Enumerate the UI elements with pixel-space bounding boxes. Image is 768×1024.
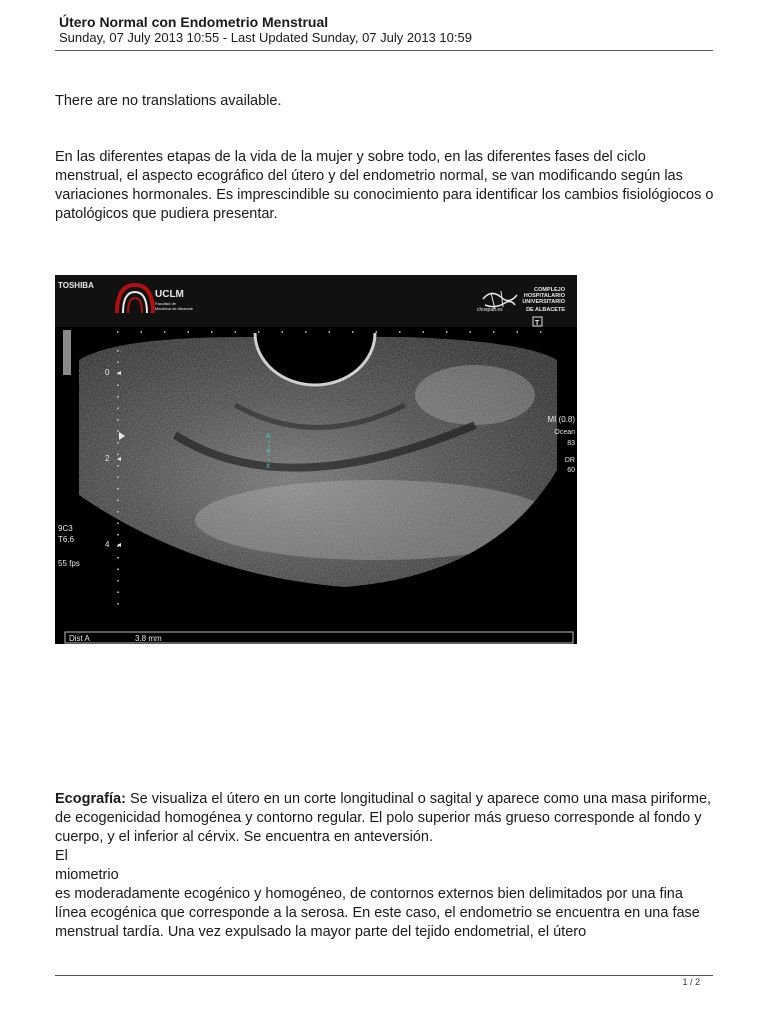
hospital-line-4: DE ALBACETE — [526, 307, 565, 313]
param-mi: MI (0.8) — [547, 415, 575, 424]
t-marker: T — [535, 320, 540, 327]
uclm-subtitle-2: Medicina de Albacete — [155, 306, 194, 311]
dist-label: Dist A — [69, 634, 90, 643]
measure-label-a: A — [266, 433, 271, 440]
measure-x-top: X — [266, 449, 271, 455]
depth-label-2: 2 — [105, 454, 110, 463]
uclm-subtitle-1: Facultad de — [155, 301, 176, 306]
uclm-name: UCLM — [155, 289, 184, 300]
hospital-line-3: UNIVERSITARIO — [522, 299, 565, 305]
hospital-line-2: HOSPITALARIO — [523, 293, 565, 299]
hospital-line-1: COMPLEJO — [534, 287, 565, 293]
ecografia-text-2: es moderadamente ecogénico y homogéneo, de contornos externos bien delimitados por una fina línea ecogénica que corresponde a la serosa. En este caso, el endometrio se encuentra en una fase menstrual tardía. Una vez expulsado la mayor parte del tejido endometrial, el útero — [55, 886, 700, 940]
toshiba-logo: TOSHIBA — [58, 281, 94, 290]
measure-x-bottom: X — [266, 464, 271, 470]
dist-value: 3.8 mm — [135, 634, 162, 643]
param-map: Ocean — [554, 429, 575, 436]
depth-label-0: 0 — [105, 368, 110, 377]
param-freq: T6.6 — [58, 535, 75, 544]
hospital-web: chospab.es — [477, 307, 503, 313]
page-title: Útero Normal con Endometrio Menstrual — [59, 14, 329, 30]
translation-note: There are no translations available. — [55, 93, 282, 109]
ultrasound-image — [55, 275, 577, 644]
param-gain: 83 — [567, 440, 575, 447]
gain-bar — [63, 330, 71, 375]
param-dr-label: DR — [564, 457, 575, 464]
page-number: 1 / 2 — [682, 977, 700, 987]
param-fps: 55 fps — [58, 559, 80, 568]
ultrasound-svg — [55, 275, 577, 644]
ecografia-paragraph — [55, 790, 715, 942]
ecografia-miometrio: miometrio — [55, 867, 119, 883]
header-divider — [55, 50, 713, 51]
footer-divider — [55, 975, 713, 976]
scan-header-band — [55, 275, 577, 327]
page-dates: Sunday, 07 July 2013 10:55 - Last Updated Sunday, 07 July 2013 10:59 — [59, 30, 472, 45]
param-probe: 9C3 — [58, 524, 73, 533]
param-dr-value: 60 — [567, 467, 575, 474]
depth-label-4: 4 — [105, 540, 110, 549]
ecografia-text-1: Se visualiza el útero en un corte longitudinal o sagital y aparece como una masa piriforme, de ecogenicidad homogénea y contorno regular. El polo superior más grueso corresponde al fondo y cuerpo, y el inferior al cérvix. Se encuentra en anteversión. — [55, 791, 712, 845]
intro-paragraph: En las diferentes etapas de la vida de la mujer y sobre todo, en las diferentes fases del ciclo menstrual, el aspecto ecográfico del útero y del endometrio normal, se van modificando según las variaciones hormonales. Es imprescindible su conocimiento para identificar los cambios fisiológiocos o patológicos que pudiera presentar. — [55, 149, 714, 222]
ecografia-label: Ecografía: — [55, 791, 126, 807]
ecografia-el: El — [55, 848, 68, 864]
